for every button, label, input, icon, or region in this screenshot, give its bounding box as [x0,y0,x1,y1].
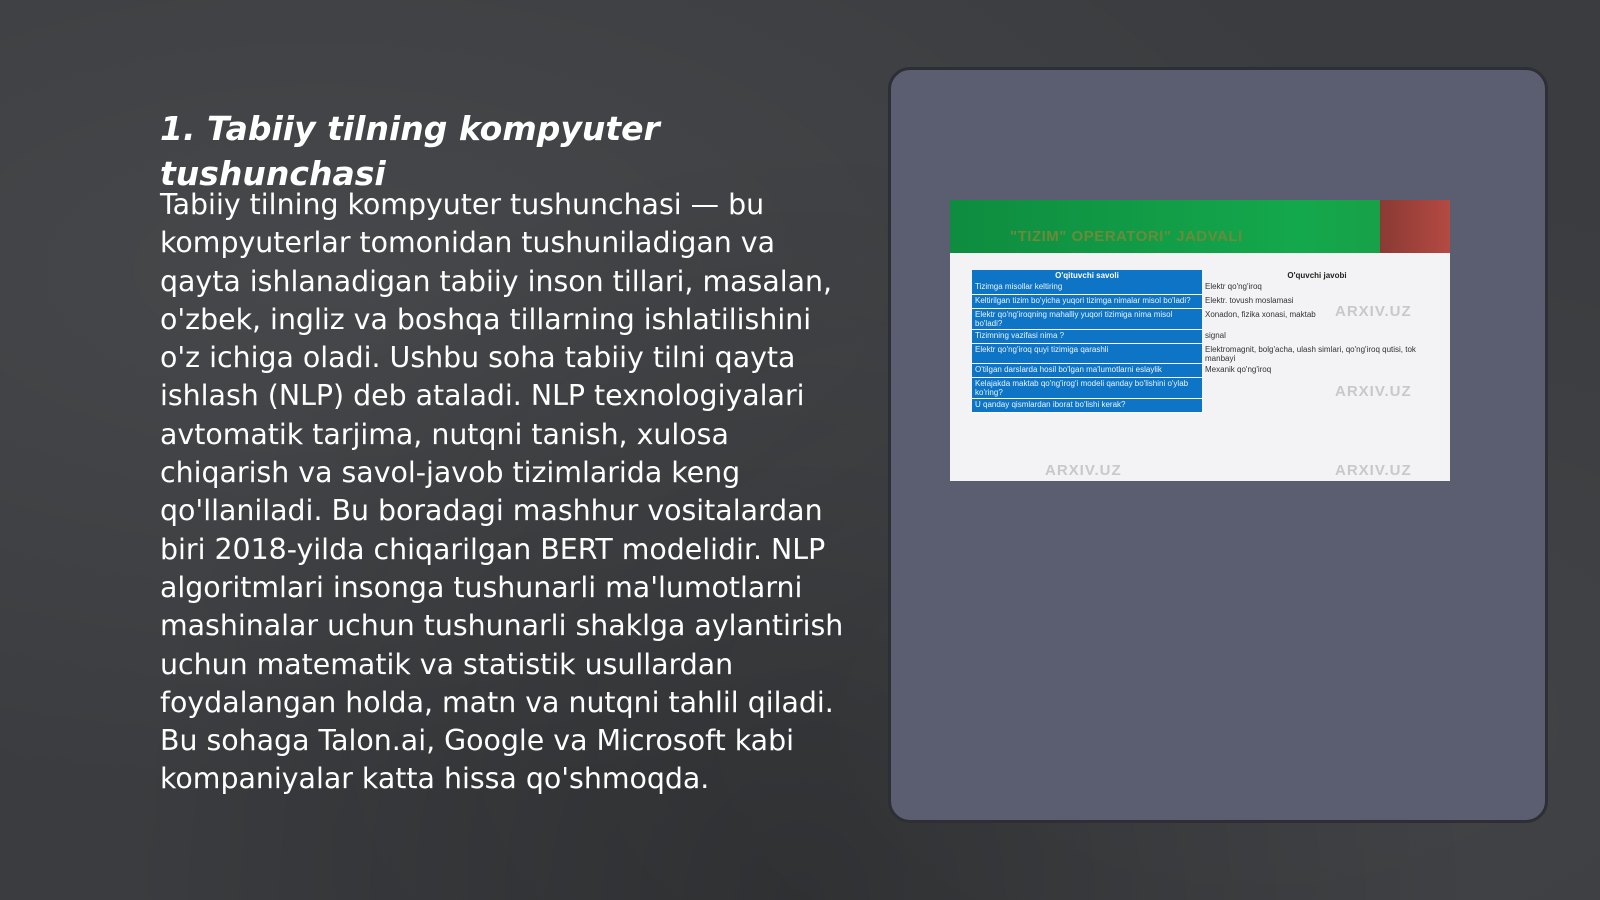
table-image [950,200,1450,481]
question-cell: Elektr qo'ng'iroq quyi tizimiga qarashli [972,344,1202,364]
table-row [972,330,1432,344]
answer-cell: Elektr. tovush moslamasi [1205,295,1294,305]
question-cell: Kelajakda maktab qo'ng'irog'i modeli qanday bo'lishini o'ylab ko'ring? [972,378,1202,399]
question-cell: Tizimga misollar keltiring [972,281,1202,295]
question-cell: O'tilgan darslarda hosil bo'lgan ma'lumotlarni eslaylik [972,364,1202,378]
column-header-answer: O'quvchi javobi [1287,271,1347,280]
table-row [972,344,1432,364]
table-image-header-accent [1380,200,1450,253]
question-cell: Tizimning vazifasi nima ? [972,330,1202,344]
answer-cell: Xonadon, fizika xonasi, maktab [1205,309,1316,319]
watermark: ARXIV.UZ [1335,462,1412,479]
question-cell: U qanday qismlardan iborat bo'lishi kerak? [972,399,1202,413]
table-row [972,364,1432,378]
watermark: ARXIV.UZ [1045,462,1122,479]
watermark: ARXIV.UZ [1335,303,1412,320]
column-header-question: O'qituvchi savoli [972,270,1202,281]
question-cell: Elektr qo'ng'iroqning mahalliy yuqori tizimiga nima misol bo'ladi? [972,309,1202,330]
answer-cell [1202,399,1432,413]
table-row [972,281,1432,295]
table-row [972,399,1432,413]
answer-cell: Elektr qo'ng'iroq [1205,282,1262,291]
table-image-title: "TIZIM" OPERATORI" JADVALI [1010,228,1243,245]
answer-cell: signal [1205,330,1226,340]
question-cell: Keltirilgan tizim bo'yicha yuqori tizimga nimalar misol bo'ladi? [972,295,1202,309]
table-image-header [950,200,1450,253]
answer-cell: Elektromagnit, bolg'acha, ulash simlari, qo'ng'iroq qutisi, tok manbayi [1205,344,1416,363]
watermark: ARXIV.UZ [1335,383,1412,400]
slide-title: 1. Tabiiy tilning kompyuter tushunchasi [160,109,660,193]
answer-cell: Mexanik qo'ng'iroq [1205,364,1272,374]
slide-body-text: Tabiiy tilning kompyuter tushunchasi — bu kompyuterlar tomonidan tushuniladigan va qayta ishlanadigan tabiiy inson tillari, masalan, o'zbek, ingliz va boshqa tillarning ishlatilishini o'z ichiga oladi. Ushbu soha tabiiy tilni qayta ishlash (NLP) deb ataladi. NLP texnologiyalari avtomatik tarjima, nutqni tanish, xulosa chiqarish va savol-javob tizimlarida keng qo'llaniladi. Bu boradagi mashhur vositalardan biri 2018-yilda chiqarilgan BERT modelidir. NLP algoritmlari insonga tushunarli ma'lumotlarni mashinalar uchun tushunarli shaklga aylantirish uchun matematik va statistik usullardan foydalangan holda, matn va nutqni tahlil qiladi. Bu sohaga Talon.ai, Google va Microsoft kabi kompaniyalar katta hissa qo'shmoqda. [160,188,844,796]
